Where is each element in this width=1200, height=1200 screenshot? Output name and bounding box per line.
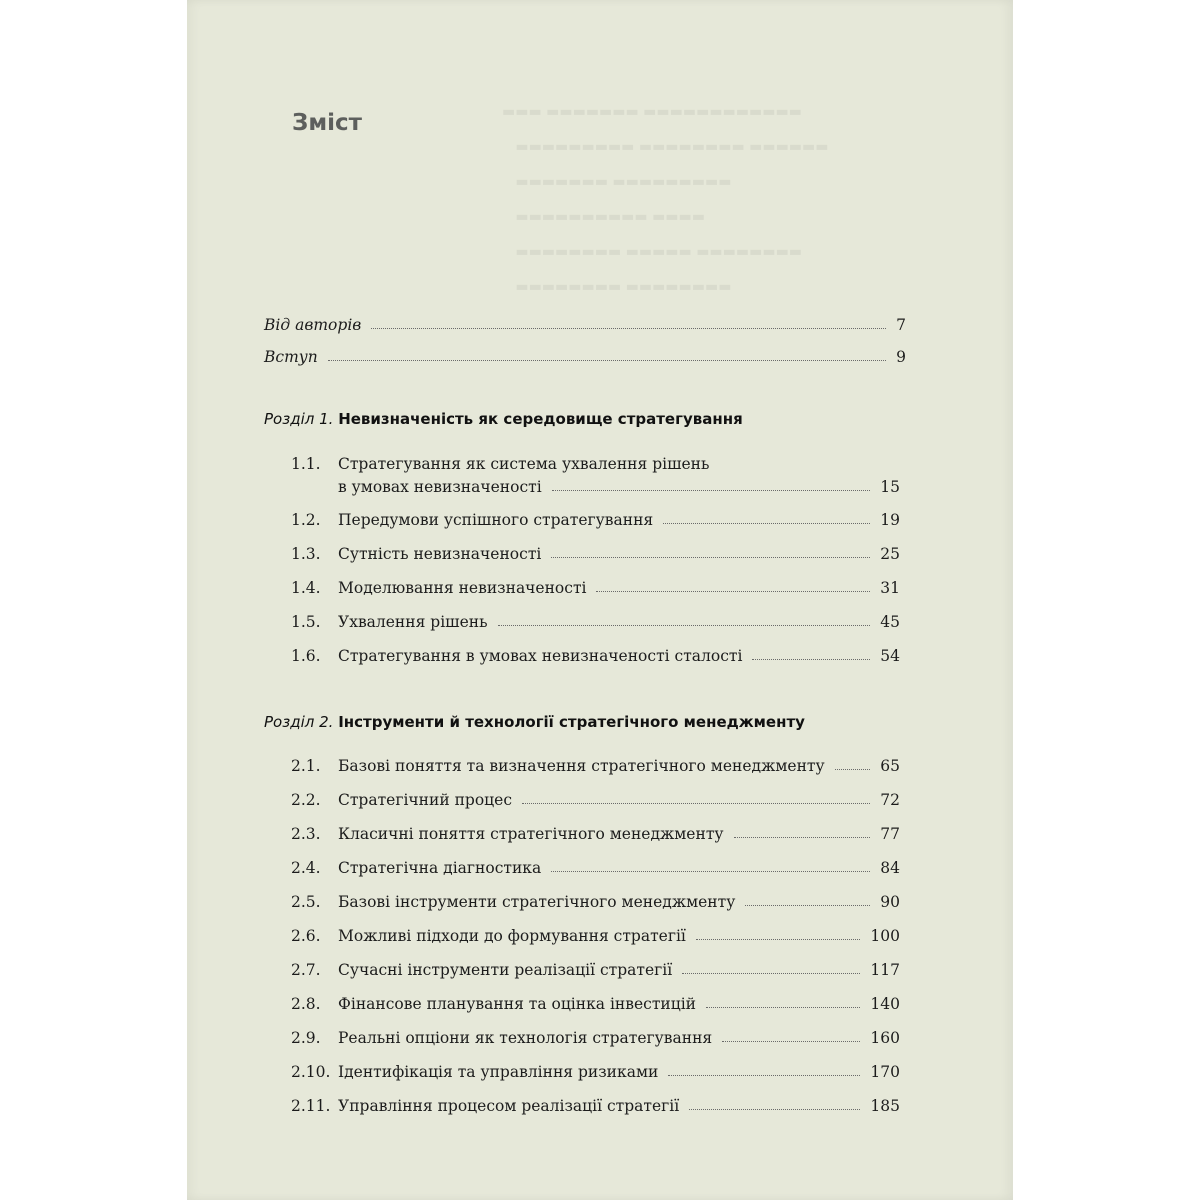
toc-entry-front[interactable] (264, 348, 906, 366)
toc-page-number: 15 (880, 478, 900, 496)
toc-entry-label: Передумови успішного стратегування (338, 511, 654, 529)
bleed-through-text: ▬▬▬ ▬▬▬▬▬▬▬ ▬▬▬▬▬▬▬▬▬▬▬▬ ▬▬▬▬▬▬▬▬▬ ▬▬▬▬▬▬▬▬ ▬▬▬▬▬▬ ▬▬▬▬▬▬▬ ▬▬▬▬▬▬▬▬▬ ▬▬▬▬▬▬▬▬▬▬ ▬▬▬▬ ▬▬▬▬▬▬▬▬ ▬▬▬▬▬ ▬▬▬▬▬▬▬▬ ▬▬▬▬▬▬▬▬ ▬▬▬▬▬▬▬▬ (502, 104, 829, 295)
toc-entry[interactable] (338, 647, 900, 665)
toc-item-number: 2.2. (291, 791, 321, 809)
toc-item-number: 1.6. (291, 647, 321, 665)
toc-page-number: 90 (880, 893, 900, 911)
toc-entry-label: в умовах невизначеності (338, 478, 542, 496)
toc-item-number: 2.11. (291, 1097, 331, 1115)
chapter-label: Розділ 1. (264, 410, 334, 428)
leader-dots (734, 837, 871, 838)
toc-page-number: 45 (880, 613, 900, 631)
toc-entry-label: Управління процесом реалізації стратегії (338, 1097, 680, 1115)
toc-page-number: 72 (880, 791, 900, 809)
toc-entry[interactable] (338, 893, 900, 911)
toc-item-number: 1.3. (291, 545, 321, 563)
toc-entry-label: Класичні поняття стратегічного менеджменту (338, 825, 724, 843)
toc-entry-label: Стратегування в умовах невизначеності сталості (338, 647, 743, 665)
toc-page-number: 140 (870, 995, 900, 1013)
leader-dots (689, 1109, 860, 1110)
toc-page-number: 7 (896, 316, 906, 334)
leader-dots (696, 939, 861, 940)
toc-item-number: 2.6. (291, 927, 321, 945)
toc-item-number: 2.5. (291, 893, 321, 911)
toc-page-number: 65 (880, 757, 900, 775)
toc-entry-label: Сутність невизначеності (338, 545, 542, 563)
leader-dots (328, 360, 886, 361)
toc-entry[interactable] (338, 511, 900, 529)
toc-page-number: 170 (870, 1063, 900, 1081)
leader-dots (706, 1007, 860, 1008)
toc-entry-label: Ідентифікація та управління ризиками (338, 1063, 659, 1081)
leader-dots (668, 1075, 860, 1076)
toc-entry[interactable] (338, 545, 900, 563)
toc-item-number: 1.2. (291, 511, 321, 529)
toc-page-number: 19 (880, 511, 900, 529)
leader-dots (745, 905, 870, 906)
toc-entry[interactable] (338, 961, 900, 979)
toc-page-number: 84 (880, 859, 900, 877)
toc-entry[interactable] (338, 859, 900, 877)
toc-entry[interactable] (338, 579, 900, 597)
leader-dots (752, 659, 870, 660)
toc-entry-label: Ухвалення рішень (338, 613, 488, 631)
toc-entry[interactable] (338, 613, 900, 631)
toc-item-number: 2.1. (291, 757, 321, 775)
chapter-title: Невизначеність як середовище стратегування (338, 410, 743, 428)
toc-entry-label: Вступ (264, 348, 318, 366)
leader-dots (663, 523, 870, 524)
toc-item-number: 2.10. (291, 1063, 331, 1081)
toc-page-number: 31 (880, 579, 900, 597)
toc-item-number: 2.7. (291, 961, 321, 979)
leader-dots (498, 625, 871, 626)
toc-page-number: 9 (896, 348, 906, 366)
toc-page-number: 185 (870, 1097, 900, 1115)
toc-item-number: 1.5. (291, 613, 321, 631)
toc-item-number: 1.1. (291, 455, 321, 473)
toc-entry[interactable] (338, 927, 900, 945)
toc-entry[interactable] (338, 757, 900, 775)
toc-entry[interactable] (338, 791, 900, 809)
toc-entry[interactable] (338, 478, 900, 496)
toc-title: Зміст (292, 110, 362, 136)
leader-dots (522, 803, 870, 804)
toc-entry[interactable] (338, 825, 900, 843)
toc-item-number: 2.3. (291, 825, 321, 843)
toc-item-number: 2.4. (291, 859, 321, 877)
toc-item-label-line1: Стратегування як система ухвалення рішень (338, 455, 710, 473)
leader-dots (551, 871, 870, 872)
toc-item-number: 1.4. (291, 579, 321, 597)
chapter-label: Розділ 2. (264, 713, 334, 731)
leader-dots (682, 973, 860, 974)
toc-page-number: 100 (870, 927, 900, 945)
leader-dots (371, 328, 886, 329)
toc-entry-label: Від авторів (264, 316, 362, 334)
toc-page-number: 160 (870, 1029, 900, 1047)
toc-page-number: 25 (880, 545, 900, 563)
leader-dots (551, 557, 870, 558)
toc-page-number: 77 (880, 825, 900, 843)
toc-item-number: 2.9. (291, 1029, 321, 1047)
toc-entry[interactable] (338, 1029, 900, 1047)
leader-dots (722, 1041, 860, 1042)
chapter-heading-2[interactable] (264, 713, 805, 731)
toc-entry-label: Стратегічна діагностика (338, 859, 542, 877)
chapter-heading-1[interactable] (264, 410, 743, 428)
toc-entry-label: Моделювання невизначеності (338, 579, 587, 597)
toc-entry-label: Стратегічний процес (338, 791, 512, 809)
toc-entry[interactable] (338, 995, 900, 1013)
toc-entry-label: Базові інструменти стратегічного менеджменту (338, 893, 736, 911)
toc-item-number: 2.8. (291, 995, 321, 1013)
toc-entry-label: Фінансове планування та оцінка інвестицій (338, 995, 696, 1013)
toc-entry-front[interactable] (264, 316, 906, 334)
toc-entry-label: Сучасні інструменти реалізації стратегії (338, 961, 673, 979)
toc-page-number: 117 (870, 961, 900, 979)
leader-dots (835, 769, 871, 770)
toc-entry[interactable] (338, 1063, 900, 1081)
book-page (187, 0, 1013, 1200)
toc-entry-label: Можливі підходи до формування стратегії (338, 927, 686, 945)
toc-page-number: 54 (880, 647, 900, 665)
toc-entry-label: Реальні опціони як технологія стратегування (338, 1029, 713, 1047)
leader-dots (596, 591, 870, 592)
toc-entry-label: Базові поняття та визначення стратегічного менеджменту (338, 757, 825, 775)
toc-entry[interactable] (338, 1097, 900, 1115)
chapter-title: Інструменти й технології стратегічного менеджменту (338, 713, 805, 731)
leader-dots (552, 490, 871, 491)
